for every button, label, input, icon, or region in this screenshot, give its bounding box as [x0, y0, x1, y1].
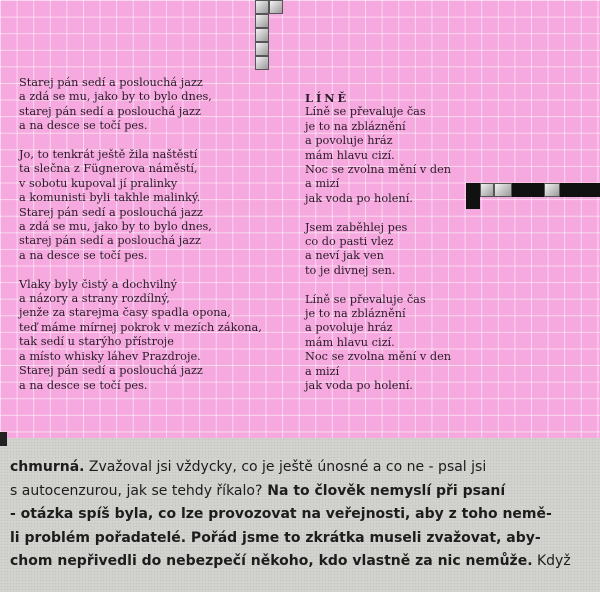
poem-line: a komunisti byli takhle malinký.	[19, 191, 201, 205]
poem-line: a povoluje hráz	[305, 321, 393, 335]
poem-line: teď máme mírnej pokrok v mezích zákona,	[19, 320, 262, 334]
poem-line: Vlaky byly čistý a dochvilný	[19, 277, 178, 291]
poem-line: starej pán sedí a poslouchá jazz	[19, 234, 201, 248]
poem-line: Noc se zvolna mění v den	[305, 163, 452, 177]
bold-fragment: - otázka spíš byla, co lze provozovat na veřejnosti, aby z toho nemě-	[10, 506, 552, 523]
bold-fragment: li problém pořadatelé. Pořád jsme to zkrátka museli zvažovat, aby-	[10, 529, 541, 546]
text-fragment: Zvažoval jsi vždycky, co je ještě únosné a co ne - psal jsi	[84, 459, 487, 475]
poem-line: v sobotu kupoval jí pralinky	[19, 176, 178, 190]
text-line	[10, 480, 595, 504]
poem-line: Starej pán sedí a poslouchá jazz	[19, 76, 203, 89]
poem-title: LÍNĚ	[305, 91, 350, 105]
bold-fragment: chom nepřivedli do nebezpečí někoho, kdo vlastně za nic nemůže.	[10, 553, 533, 570]
corner-mark-decoration	[0, 432, 7, 446]
poem-line: tak sedí u starýho přístroje	[19, 335, 174, 349]
poem-line: jenže za starejma časy spadla opona,	[19, 306, 231, 320]
text-fragment: s autocenzurou, jak se tehdy říkalo?	[10, 482, 263, 499]
poem-line: a zdá se mu, jako by to bylo dnes,	[19, 220, 212, 234]
poem-line: jak voda po holení.	[305, 379, 413, 393]
poem-line: Noc se zvolna mění v den	[305, 350, 452, 364]
right-poem	[305, 91, 451, 394]
poem-line: to je divnej sen.	[305, 263, 396, 277]
text-line	[10, 503, 595, 527]
poem-line: Starej pán sedí a poslouchá jazz	[19, 364, 203, 378]
poem-line: co do pasti vlez	[305, 235, 394, 249]
poem-line: a neví jak ven	[305, 249, 384, 263]
left-poem	[19, 76, 262, 393]
poem-line: jak voda po holení.	[305, 191, 413, 205]
poem-line: je to na zbláznění	[305, 307, 406, 321]
interview-text	[10, 456, 595, 574]
text-fragment: Když	[532, 553, 571, 570]
text-line	[10, 550, 595, 574]
poem-line: a povoluje hráz	[305, 134, 393, 148]
poem-line: a na desce se točí pes.	[19, 378, 148, 392]
bold-fragment: chmurná.	[10, 459, 85, 475]
poem-line: Líně se převaluje čas	[305, 292, 426, 306]
poem-line: Jo, to tenkrát ještě žila naštěstí	[19, 148, 198, 162]
poem-line: je to na zbláznění	[305, 119, 406, 133]
poem-line: a názory a strany rozdílný,	[19, 292, 170, 306]
poem-line: a mizí	[305, 364, 340, 378]
poem-line: starej pán sedí a poslouchá jazz	[19, 104, 201, 118]
bold-fragment: Na to člověk nemyslí při psaní	[262, 482, 506, 499]
text-line	[10, 456, 595, 480]
poem-line: a mizí	[305, 177, 340, 191]
poem-line: Starej pán sedí a poslouchá jazz	[19, 205, 203, 219]
poem-line: Jsem zaběhlej pes	[305, 220, 408, 234]
poem-line: a na desce se točí pes.	[19, 119, 148, 133]
poem-line: ta slečna z Fügnerova náměstí,	[19, 162, 198, 176]
poem-line: a zdá se mu, jako by to bylo dnes,	[19, 90, 212, 104]
poem-line: mám hlavu cizí.	[305, 148, 395, 162]
text-line	[10, 527, 595, 551]
poem-line: a místo whisky láhev Prazdroje.	[19, 349, 201, 363]
poem-line: mám hlavu cizí.	[305, 335, 395, 349]
poem-line: a na desce se točí pes.	[19, 248, 148, 262]
poem-line: Líně se převaluje čas	[305, 105, 426, 119]
